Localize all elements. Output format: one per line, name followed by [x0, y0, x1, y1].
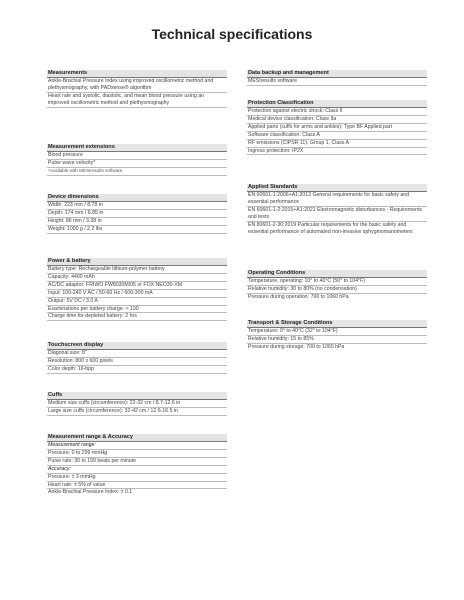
spec-section	[47, 434, 227, 496]
section-title: Data backup and management	[247, 70, 427, 78]
spec-row: Temperature, operating: 10° to 40°C (50° to 104°F)	[247, 278, 427, 286]
spec-row: *Available with MESIresults software	[47, 168, 227, 176]
section-title: Measurements	[47, 70, 227, 78]
spec-section	[47, 70, 227, 108]
section-title: Touchscreen display	[47, 342, 227, 350]
spec-row: Protection against electric shock: Class II	[247, 108, 427, 116]
section-title: Operating Conditions	[247, 270, 427, 278]
spec-section	[47, 258, 227, 321]
spec-section	[247, 270, 427, 301]
section-title: Cuffs	[47, 392, 227, 400]
spec-row: Measurement range:	[47, 442, 227, 450]
section-title: Applied Standards	[247, 184, 427, 192]
spec-row: Charge time for depleted battery: 2 hrs	[47, 313, 227, 321]
spec-row: Software classification: Class A	[247, 132, 427, 140]
spec-row: Height: 86 mm / 3.38 in	[47, 218, 227, 226]
spec-section	[247, 70, 427, 86]
section-title: Protection Classification	[247, 100, 427, 108]
spec-section	[47, 392, 227, 416]
spec-row: Ankle-Brachial Pressure Index: ± 0.1	[48, 489, 133, 496]
spec-section	[47, 194, 227, 234]
spec-row: Large size cuffs (circumference): 32-42 cm / 12.6-16.5 in	[47, 408, 227, 416]
spec-section	[47, 342, 227, 374]
spec-row: MESIresults software	[247, 78, 427, 86]
spec-row: Relative humidity: 30 to 80% (no condensation)	[247, 286, 427, 294]
spec-row: Heart rate and systolic, diastolic, and mean blood pressure using an improved oscillometric method and plethysmography	[47, 93, 227, 108]
spec-row: EN 60601-1-2:2015+A1:2021 Electromagnetic disturbances - Requirements and tests	[247, 207, 427, 222]
section-title: Power & battery	[47, 258, 227, 266]
spec-section	[47, 144, 227, 176]
spec-row: Accuracy:	[47, 466, 227, 474]
spec-row: Medium size cuffs (circumference): 22-32 cm / 8.7-12.6 in	[47, 400, 227, 408]
spec-row: Resolution: 800 x 600 pixels	[47, 358, 227, 366]
spec-row: Examinations per battery charge: > 100	[47, 306, 227, 314]
spec-section	[247, 320, 427, 351]
spec-row: Temperature: 0° to 40°C (32° to 104°F)	[247, 328, 427, 336]
spec-row: Pressure during storage: 700 to 1060 hPa	[248, 343, 345, 350]
page-title: Technical specifications	[151, 26, 313, 42]
spec-row: Width: 223 mm / 8.78 in	[47, 202, 227, 210]
spec-row: Battery type: Rechargeable lithium-polymer battery	[47, 266, 227, 274]
spec-section	[247, 100, 427, 155]
section-title: Transport & Storage Conditions	[247, 320, 427, 328]
spec-row: Ankle-Brachial Pressure Index using improved oscillometric method and plethysmography, with PADsense® algorithm	[47, 78, 227, 93]
spec-row: Diagonal size: 8"	[47, 350, 227, 358]
spec-row: Pressure during operation: 700 to 1060 hPa	[248, 293, 349, 300]
spec-row: Pulse rate: 30 to 199 beats per minute	[47, 458, 227, 466]
spec-row: EN 80601-2-30:2019 Particular requirements for the basic safety and essential performance of automated non-invasive sphygmomanometers	[248, 221, 413, 235]
spec-row: RF emissions (CIPSR 11): Group 1, Class A	[247, 140, 427, 148]
section-title: Measurement extensions	[47, 144, 227, 152]
spec-row: Relative humidity: 15 to 85%	[247, 336, 427, 344]
spec-row: Weight: 1000 g / 2.2 lbs	[47, 226, 227, 234]
spec-row: Output: 5V DC / 3.0 A	[47, 298, 227, 306]
spec-row: Blood pressure	[47, 152, 227, 160]
spec-row: Pulse wave velocity*	[47, 160, 227, 168]
section-title: Measurement range & Accuracy	[47, 434, 227, 442]
spec-row: Pressure: 0 to 299 mmHg	[47, 450, 227, 458]
spec-row: Applied parts (cuffs for arms and ankles): Type BF Applied part	[247, 124, 427, 132]
spec-row: Capacity: 4400 mAh	[47, 274, 227, 282]
spec-row: Input: 100-240 V AC / 50-60 Hz / 600-300 mA	[47, 290, 227, 298]
spec-row: EN 60601-1:2006+A1:2013 General requirements for basic safety and essential performance	[247, 192, 427, 207]
spec-row: Color depth: 16-bpp	[47, 366, 227, 374]
spec-row: AC/DC adaptor: FRIWO FW8030M/05 or FOX NEO30-XM	[47, 282, 227, 290]
spec-row: Ingress protection: IP2X	[247, 148, 427, 156]
spec-row: Pressure: ± 3 mmHg	[47, 474, 227, 482]
section-title: Device dimensions	[47, 194, 227, 202]
spec-section	[247, 184, 427, 235]
spec-row: Depth: 174 mm / 6.85 in	[47, 210, 227, 218]
spec-row: Heart rate: ± 5% of value	[47, 482, 227, 490]
spec-row: Medical device classification: Class IIa	[247, 116, 427, 124]
